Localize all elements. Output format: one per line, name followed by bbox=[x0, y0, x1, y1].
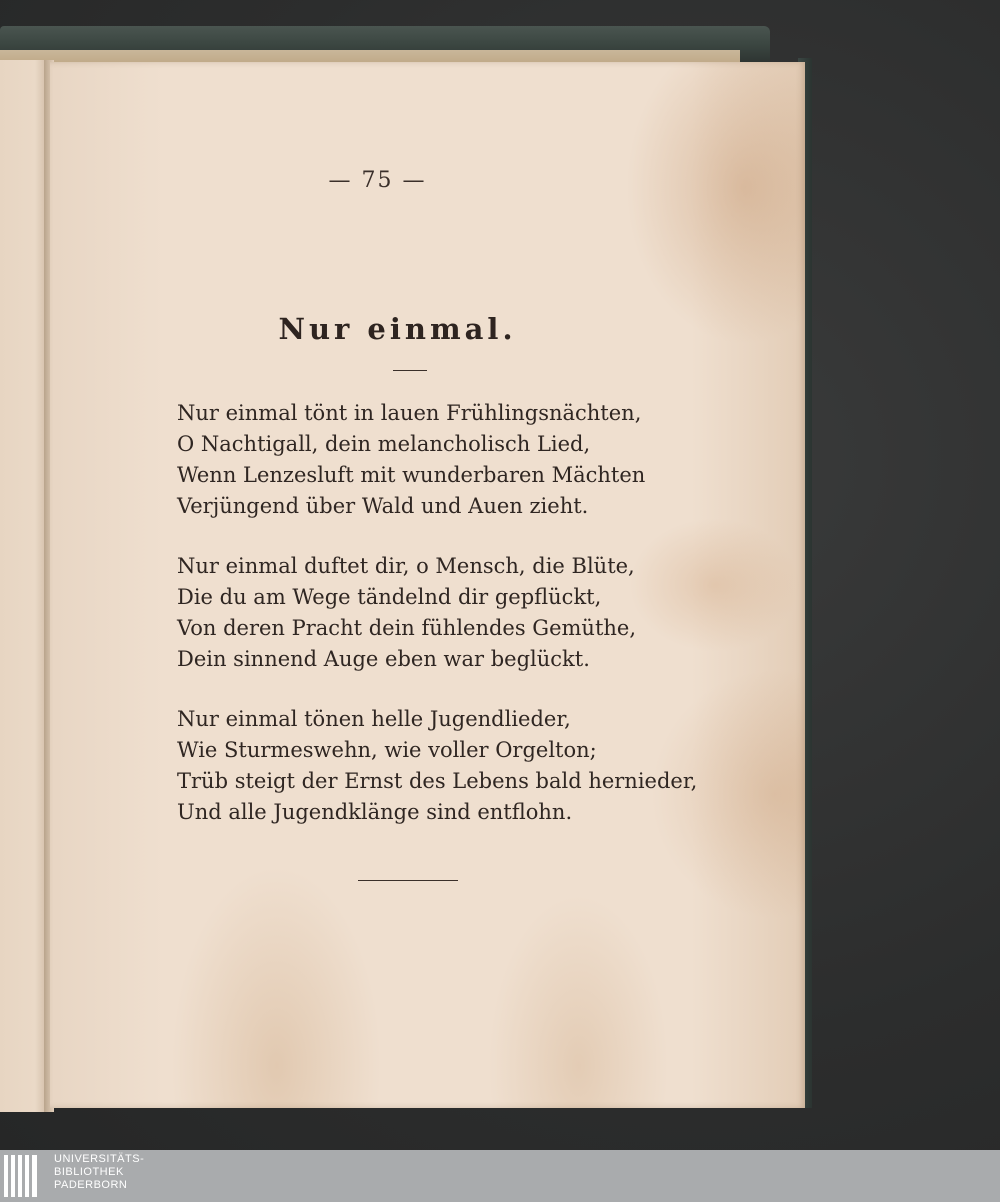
verse-line: Nur einmal tönen helle Jugendlieder, bbox=[177, 707, 571, 731]
verse-line: Verjüngend über Wald und Auen zieht. bbox=[177, 494, 589, 518]
verse-line: Trüb steigt der Ernst des Lebens bald hernieder, bbox=[177, 769, 698, 793]
library-name-line-2: BIBLIOTHEK bbox=[54, 1166, 124, 1178]
stanza-2 bbox=[177, 551, 636, 675]
page-number: — 75 — bbox=[328, 168, 427, 193]
stanza-1 bbox=[177, 398, 645, 522]
verse-line: Die du am Wege tändelnd dir gepflückt, bbox=[177, 585, 602, 609]
previous-page-edge bbox=[0, 60, 50, 1112]
verse-line: Nur einmal duftet dir, o Mensch, die Blüte, bbox=[177, 554, 635, 578]
library-name-line-1: UNIVERSITÄTS- bbox=[54, 1153, 145, 1165]
verse-line: O Nachtigall, dein melancholisch Lied, bbox=[177, 432, 591, 456]
book-page bbox=[50, 62, 805, 1108]
poem-title: Nur einmal. bbox=[278, 312, 517, 346]
library-bars-logo-icon bbox=[4, 1155, 44, 1197]
library-footer bbox=[0, 1150, 1000, 1202]
title-divider bbox=[393, 370, 427, 371]
verse-line: Von deren Pracht dein fühlendes Gemüthe, bbox=[177, 616, 637, 640]
library-name-line-3: PADERBORN bbox=[54, 1179, 128, 1191]
library-name bbox=[54, 1153, 144, 1192]
verse-line: Wenn Lenzesluft mit wunderbaren Mächten bbox=[177, 463, 646, 487]
end-divider bbox=[358, 880, 458, 881]
stanza-3 bbox=[177, 704, 697, 828]
verse-line: Dein sinnend Auge eben war beglückt. bbox=[177, 647, 590, 671]
verse-line: Wie Sturmeswehn, wie voller Orgelton; bbox=[177, 738, 597, 762]
verse-line: Nur einmal tönt in lauen Frühlingsnächten, bbox=[177, 401, 642, 425]
verse-line: Und alle Jugendklänge sind entflohn. bbox=[177, 800, 573, 824]
